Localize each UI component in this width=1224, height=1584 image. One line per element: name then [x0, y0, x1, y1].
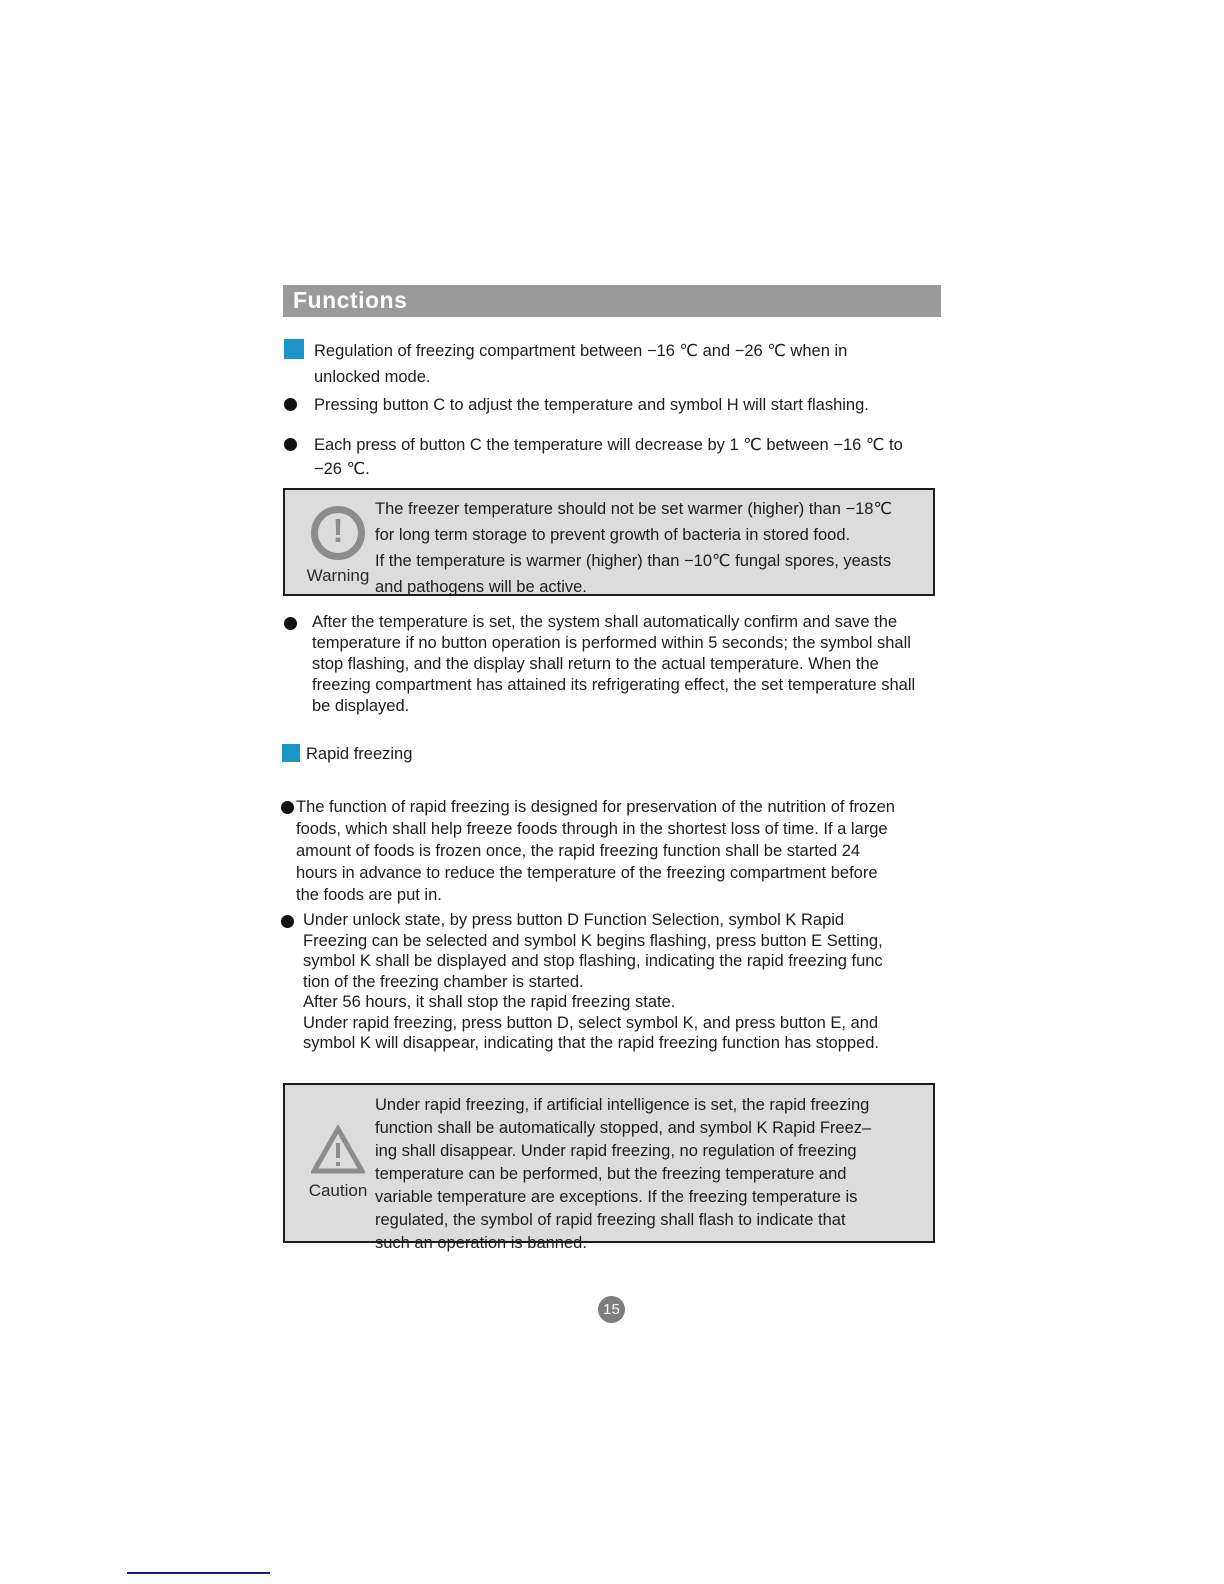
bullet-item-rapid-intro — [296, 796, 936, 906]
text-line: temperature if no button operation is performed within 5 seconds; the symbol shall — [312, 634, 911, 652]
footer-rule — [127, 1572, 270, 1574]
text-line: unlocked mode. — [314, 368, 431, 386]
bullet-item-rapid-operation — [303, 910, 936, 1054]
square-bullet-icon — [284, 339, 304, 359]
text-line: Pressing button C to adjust the temperature and symbol H will start flashing. — [314, 396, 869, 414]
text-line: for long term storage to prevent growth of bacteria in stored food. — [375, 526, 851, 544]
section-header — [283, 285, 941, 317]
exclamation-glyph: ! — [332, 512, 344, 549]
text-line: Each press of button C the temperature will decrease by 1 ℃ between −16 ℃ to — [314, 436, 903, 454]
caution-text — [375, 1094, 920, 1255]
warning-icon-column — [303, 506, 373, 586]
dot-bullet-icon — [284, 438, 297, 451]
text-line: After the temperature is set, the system shall automatically confirm and save the — [312, 613, 898, 631]
text-line: freezing compartment has attained its refrigerating effect, the set temperature shall — [312, 676, 916, 694]
subheading-label: Rapid freezing — [306, 745, 413, 763]
text-line: symbol K shall be displayed and stop flashing, indicating the rapid freezing func — [303, 952, 883, 970]
warning-text — [375, 496, 930, 600]
text-line: The function of rapid freezing is designed for preservation of the nutrition of frozen — [296, 798, 895, 816]
caution-box — [283, 1083, 935, 1252]
text-line: temperature can be performed, but the freezing temperature and — [375, 1165, 847, 1183]
page-number-badge: 15 — [598, 1296, 625, 1323]
text-line: amount of foods is frozen once, the rapid freezing function shall be started 24 — [296, 842, 861, 860]
text-line: variable temperature are exceptions. If the freezing temperature is — [375, 1188, 858, 1206]
text-line: If the temperature is warmer (higher) than −10℃ fungal spores, yeasts — [375, 552, 892, 570]
dot-bullet-icon — [284, 617, 297, 630]
caution-icon-column — [303, 1125, 373, 1201]
caution-icon — [311, 1125, 365, 1175]
warning-label: Warning — [306, 566, 370, 585]
text-line: Under rapid freezing, if artificial intelligence is set, the rapid freezing — [375, 1096, 870, 1114]
text-line: symbol K will disappear, indicating that the rapid freezing function has stopped. — [303, 1034, 880, 1052]
text-line: hours in advance to reduce the temperature of the freezing compartment before — [296, 864, 878, 882]
text-line: foods, which shall help freeze foods through in the shortest loss of time. If a large — [296, 820, 888, 838]
text-line: function shall be automatically stopped, and symbol K Rapid Freez– — [375, 1119, 872, 1137]
bullet-item-after-set — [312, 612, 936, 717]
text-line: be displayed. — [312, 697, 410, 715]
text-line: Under rapid freezing, press button D, select symbol K, and press button E, and — [303, 1013, 879, 1032]
subheading-rapid-freezing — [306, 745, 606, 763]
bullet-item-regulation — [314, 338, 936, 390]
bullet-item-each-press — [314, 433, 936, 481]
text-line: After 56 hours, it shall stop the rapid freezing state. — [303, 993, 676, 1011]
dot-bullet-icon — [281, 915, 294, 928]
text-line: ing shall disappear. Under rapid freezing, no regulation of freezing — [375, 1142, 857, 1160]
text-line: Regulation of freezing compartment between −16 ℃ and −26 ℃ when in — [314, 342, 848, 360]
text-line: −26 ℃. — [314, 460, 370, 478]
square-bullet-icon — [282, 744, 300, 762]
text-line: tion of the freezing chamber is started. — [303, 972, 584, 991]
text-line: regulated, the symbol of rapid freezing shall flash to indicate that — [375, 1211, 846, 1229]
section-title: Functions — [293, 287, 408, 313]
bullet-item-pressing — [314, 395, 936, 416]
text-line: such an operation is banned. — [375, 1234, 587, 1252]
text-line: stop flashing, and the display shall return to the actual temperature. When the — [312, 655, 879, 673]
caution-label: Caution — [308, 1181, 368, 1200]
warning-box — [283, 488, 935, 596]
text-line: Under unlock state, by press button D Function Selection, symbol K Rapid — [303, 911, 845, 929]
text-line: and pathogens will be active. — [375, 578, 587, 596]
warning-icon — [311, 506, 365, 560]
dot-bullet-icon — [281, 801, 294, 814]
dot-bullet-icon — [284, 398, 297, 411]
text-line: The freezer temperature should not be set warmer (higher) than −18℃ — [375, 500, 893, 518]
text-line: Freezing can be selected and symbol K begins flashing, press button E Setting, — [303, 931, 883, 950]
text-line: the foods are put in. — [296, 886, 442, 904]
